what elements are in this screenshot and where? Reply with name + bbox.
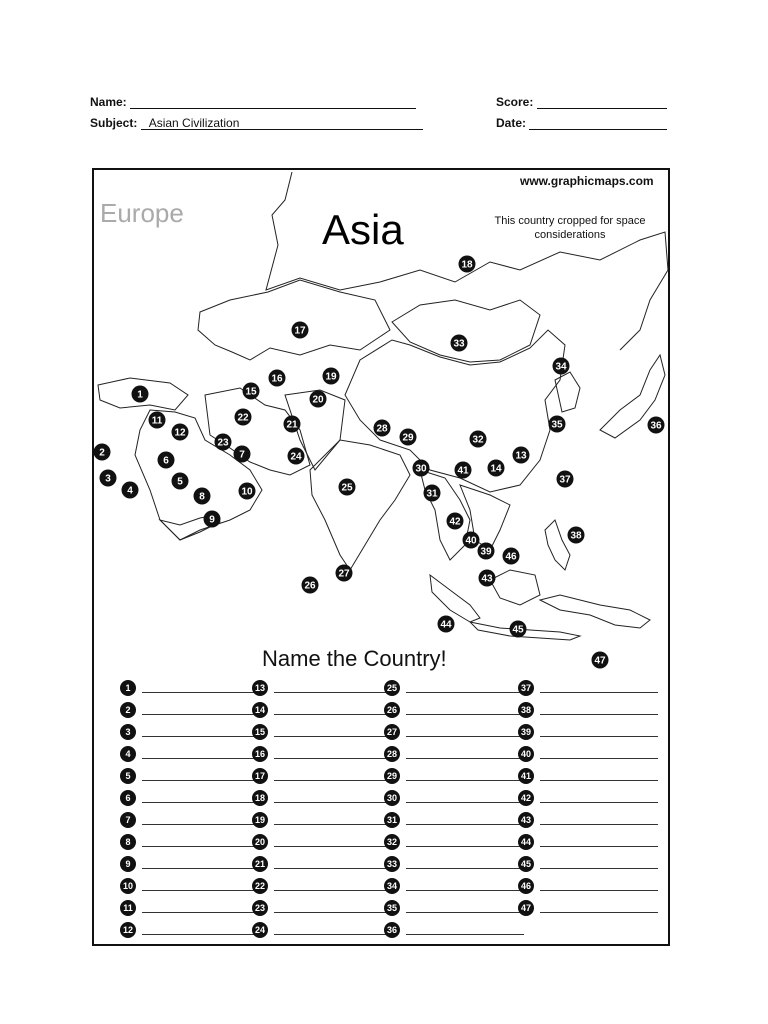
map-marker-number: 13 xyxy=(515,450,527,462)
answer-blank-line[interactable] xyxy=(540,692,658,693)
answer-blank-line[interactable] xyxy=(540,758,658,759)
answer-number-badge: 15 xyxy=(252,724,268,740)
answer-row-7 xyxy=(120,812,250,832)
map-marker-46 xyxy=(503,548,520,565)
answer-blank-line[interactable] xyxy=(274,758,392,759)
answer-blank-line[interactable] xyxy=(406,890,524,891)
answer-row-26 xyxy=(384,702,514,722)
answer-number-badge: 44 xyxy=(518,834,534,850)
answer-number-badge: 41 xyxy=(518,768,534,784)
answer-number-badge: 21 xyxy=(252,856,268,872)
answer-number-badge: 6 xyxy=(120,790,136,806)
answer-blank-line[interactable] xyxy=(142,912,260,913)
map-marker-20 xyxy=(310,391,327,408)
answer-blank-line[interactable] xyxy=(142,824,260,825)
answer-blank-line[interactable] xyxy=(274,824,392,825)
answer-number-badge: 14 xyxy=(252,702,268,718)
answer-row-43 xyxy=(518,812,648,832)
answer-row-17 xyxy=(252,768,382,788)
answer-row-6 xyxy=(120,790,250,810)
map-marker-number: 5 xyxy=(177,476,183,488)
map-marker-16 xyxy=(269,370,286,387)
map-marker-number: 39 xyxy=(480,546,492,558)
map-marker-number: 10 xyxy=(241,486,253,498)
map-marker-28 xyxy=(374,420,391,437)
map-marker-37 xyxy=(557,471,574,488)
answer-number-badge: 40 xyxy=(518,746,534,762)
answer-number-badge: 2 xyxy=(120,702,136,718)
answer-blank-line[interactable] xyxy=(406,912,524,913)
answer-blank-line[interactable] xyxy=(142,868,260,869)
answer-number-badge: 23 xyxy=(252,900,268,916)
map-marker-number: 17 xyxy=(294,325,306,337)
answer-row-39 xyxy=(518,724,648,744)
answer-number-badge: 16 xyxy=(252,746,268,762)
map-marker-number: 44 xyxy=(440,619,452,631)
map-marker-number: 16 xyxy=(271,373,283,385)
map-marker-number: 27 xyxy=(338,568,350,580)
map-marker-14 xyxy=(488,460,505,477)
answer-section-title: Name the Country! xyxy=(262,646,447,671)
answer-number-badge: 42 xyxy=(518,790,534,806)
answer-number-badge: 30 xyxy=(384,790,400,806)
answer-row-1 xyxy=(120,680,250,700)
answer-number-badge: 22 xyxy=(252,878,268,894)
answer-blank-line[interactable] xyxy=(540,780,658,781)
map-marker-2 xyxy=(94,444,111,461)
answer-row-44 xyxy=(518,834,648,854)
answer-number-badge: 11 xyxy=(120,900,136,916)
map-marker-11 xyxy=(149,412,166,429)
answer-row-14 xyxy=(252,702,382,722)
answer-number-badge: 38 xyxy=(518,702,534,718)
answer-row-32 xyxy=(384,834,514,854)
map-marker-number: 3 xyxy=(105,473,111,485)
answer-row-42 xyxy=(518,790,648,810)
answer-blank-line[interactable] xyxy=(142,758,260,759)
answer-blank-line[interactable] xyxy=(540,802,658,803)
map-marker-29 xyxy=(400,429,417,446)
answer-blank-line[interactable] xyxy=(406,780,524,781)
map-marker-25 xyxy=(339,479,356,496)
answer-blank-line[interactable] xyxy=(142,934,260,935)
map-marker-38 xyxy=(568,527,585,544)
map-marker-number: 37 xyxy=(559,474,571,486)
answer-row-47 xyxy=(518,900,648,920)
map-marker-19 xyxy=(323,368,340,385)
answer-blank-line[interactable] xyxy=(406,934,524,935)
map-marker-27 xyxy=(336,565,353,582)
map-marker-45 xyxy=(510,621,527,638)
answer-number-badge: 27 xyxy=(384,724,400,740)
map-marker-number: 36 xyxy=(650,420,662,432)
answer-row-30 xyxy=(384,790,514,810)
map-marker-number: 22 xyxy=(237,412,249,424)
map-marker-4 xyxy=(122,482,139,499)
map-marker-47 xyxy=(592,652,609,669)
map-marker-number: 8 xyxy=(199,491,205,503)
name-label: Name: xyxy=(90,95,127,109)
answer-number-badge: 47 xyxy=(518,900,534,916)
answer-row-36 xyxy=(384,922,514,942)
map-marker-number: 46 xyxy=(505,551,517,563)
answer-blank-line[interactable] xyxy=(274,846,392,847)
map-marker-6 xyxy=(158,452,175,469)
map-marker-8 xyxy=(194,488,211,505)
answer-blank-line[interactable] xyxy=(406,824,524,825)
answer-number-badge: 26 xyxy=(384,702,400,718)
answer-blank-line[interactable] xyxy=(274,780,392,781)
map-marker-12 xyxy=(172,424,189,441)
answer-row-41 xyxy=(518,768,648,788)
map-marker-number: 42 xyxy=(449,516,461,528)
answer-number-badge: 1 xyxy=(120,680,136,696)
map-marker-23 xyxy=(215,434,232,451)
answer-number-badge: 17 xyxy=(252,768,268,784)
answer-number-badge: 39 xyxy=(518,724,534,740)
answer-number-badge: 7 xyxy=(120,812,136,828)
map-marker-number: 21 xyxy=(286,419,298,431)
answer-row-19 xyxy=(252,812,382,832)
answer-blank-line[interactable] xyxy=(406,692,524,693)
answer-blank-line[interactable] xyxy=(142,846,260,847)
europe-label: Europe xyxy=(100,198,184,228)
answer-number-badge: 33 xyxy=(384,856,400,872)
map-marker-30 xyxy=(413,460,430,477)
map-markers xyxy=(94,256,665,669)
answer-row-38 xyxy=(518,702,648,722)
map-marker-35 xyxy=(549,416,566,433)
map-marker-number: 15 xyxy=(245,386,257,398)
map-marker-number: 11 xyxy=(151,415,163,427)
crop-note: This country cropped for space considerations xyxy=(494,215,646,241)
map-marker-13 xyxy=(513,447,530,464)
map-marker-number: 33 xyxy=(453,338,465,350)
map-marker-number: 31 xyxy=(426,488,438,500)
answer-row-31 xyxy=(384,812,514,832)
answer-blank-line[interactable] xyxy=(142,802,260,803)
answer-number-badge: 29 xyxy=(384,768,400,784)
answer-blank-line[interactable] xyxy=(274,934,392,935)
map-marker-number: 4 xyxy=(127,485,133,497)
map-marker-number: 41 xyxy=(457,465,469,477)
answer-blank-line[interactable] xyxy=(274,692,392,693)
answer-blank-line[interactable] xyxy=(406,868,524,869)
map-marker-number: 45 xyxy=(512,624,524,636)
map-marker-number: 6 xyxy=(163,455,169,467)
answer-number-badge: 32 xyxy=(384,834,400,850)
map-marker-number: 29 xyxy=(402,432,414,444)
answer-row-27 xyxy=(384,724,514,744)
answer-number-badge: 19 xyxy=(252,812,268,828)
map-marker-number: 26 xyxy=(304,580,316,592)
map-marker-5 xyxy=(172,473,189,490)
map-marker-31 xyxy=(424,485,441,502)
answer-blank-line[interactable] xyxy=(274,890,392,891)
answer-row-34 xyxy=(384,878,514,898)
answer-blank-line[interactable] xyxy=(540,736,658,737)
map-marker-number: 18 xyxy=(461,259,473,271)
answer-blank-line[interactable] xyxy=(274,736,392,737)
answer-row-11 xyxy=(120,900,250,920)
map-marker-44 xyxy=(438,616,455,633)
answer-row-45 xyxy=(518,856,648,876)
answer-number-badge: 12 xyxy=(120,922,136,938)
answer-row-37 xyxy=(518,680,648,700)
map-marker-number: 47 xyxy=(594,655,606,667)
answer-number-badge: 46 xyxy=(518,878,534,894)
answer-blank-line[interactable] xyxy=(540,890,658,891)
map-marker-36 xyxy=(648,417,665,434)
answer-number-badge: 31 xyxy=(384,812,400,828)
map-marker-number: 14 xyxy=(490,463,502,475)
map-marker-number: 24 xyxy=(290,451,302,463)
answer-row-16 xyxy=(252,746,382,766)
answer-number-badge: 9 xyxy=(120,856,136,872)
subject-label: Subject: xyxy=(90,116,138,130)
map-marker-number: 34 xyxy=(555,361,567,373)
answer-blank-line[interactable] xyxy=(274,868,392,869)
answer-blank-line[interactable] xyxy=(540,868,658,869)
answer-number-badge: 34 xyxy=(384,878,400,894)
answer-blank-line[interactable] xyxy=(540,824,658,825)
map-marker-number: 2 xyxy=(99,447,105,459)
answer-blank-line[interactable] xyxy=(540,846,658,847)
map-marker-39 xyxy=(478,543,495,560)
answer-number-badge: 28 xyxy=(384,746,400,762)
map-marker-32 xyxy=(470,431,487,448)
answer-row-15 xyxy=(252,724,382,744)
answer-number-badge: 35 xyxy=(384,900,400,916)
answer-blank-line[interactable] xyxy=(406,736,524,737)
answer-blank-line[interactable] xyxy=(142,692,260,693)
map-marker-number: 43 xyxy=(481,573,493,585)
map-marker-34 xyxy=(553,358,570,375)
map-marker-7 xyxy=(234,446,251,463)
answer-blank-line[interactable] xyxy=(142,780,260,781)
map-marker-10 xyxy=(239,483,256,500)
answer-row-2 xyxy=(120,702,250,722)
answer-row-18 xyxy=(252,790,382,810)
map-marker-number: 7 xyxy=(239,449,245,461)
answer-blank-line[interactable] xyxy=(274,912,392,913)
website-label: www.graphicmaps.com xyxy=(520,174,654,188)
answer-row-9 xyxy=(120,856,250,876)
subject-value: Asian Civilization xyxy=(148,116,240,130)
answer-blank-line[interactable] xyxy=(142,714,260,715)
map-marker-number: 28 xyxy=(376,423,388,435)
answer-row-13 xyxy=(252,680,382,700)
map-marker-21 xyxy=(284,416,301,433)
answer-row-5 xyxy=(120,768,250,788)
date-label: Date: xyxy=(496,116,527,130)
map-marker-17 xyxy=(292,322,309,339)
answer-blank-line[interactable] xyxy=(274,802,392,803)
answer-number-badge: 3 xyxy=(120,724,136,740)
answer-number-badge: 18 xyxy=(252,790,268,806)
map-marker-26 xyxy=(302,577,319,594)
answer-row-28 xyxy=(384,746,514,766)
answer-row-8 xyxy=(120,834,250,854)
map-marker-33 xyxy=(451,335,468,352)
map-marker-1 xyxy=(132,386,149,403)
answer-row-12 xyxy=(120,922,250,942)
map-marker-24 xyxy=(288,448,305,465)
map-marker-22 xyxy=(235,409,252,426)
map-marker-number: 23 xyxy=(217,437,229,449)
answer-blank-line[interactable] xyxy=(406,758,524,759)
map-marker-number: 9 xyxy=(209,514,215,526)
answer-number-badge: 24 xyxy=(252,922,268,938)
answer-number-badge: 10 xyxy=(120,878,136,894)
answer-number-badge: 4 xyxy=(120,746,136,762)
answer-row-21 xyxy=(252,856,382,876)
answer-row-35 xyxy=(384,900,514,920)
answer-row-25 xyxy=(384,680,514,700)
map-marker-40 xyxy=(463,532,480,549)
answer-blank-line[interactable] xyxy=(142,736,260,737)
answer-row-3 xyxy=(120,724,250,744)
answer-number-badge: 8 xyxy=(120,834,136,850)
map-marker-3 xyxy=(100,470,117,487)
answer-blank-line[interactable] xyxy=(540,912,658,913)
map-title: Asia xyxy=(322,206,404,253)
answer-row-4 xyxy=(120,746,250,766)
map-marker-number: 32 xyxy=(472,434,484,446)
map-marker-number: 30 xyxy=(415,463,427,475)
map-marker-number: 25 xyxy=(341,482,353,494)
map-marker-9 xyxy=(204,511,221,528)
map-marker-number: 35 xyxy=(551,419,563,431)
answer-row-33 xyxy=(384,856,514,876)
answer-blank-line[interactable] xyxy=(274,714,392,715)
answer-blank-line[interactable] xyxy=(406,802,524,803)
map-marker-15 xyxy=(243,383,260,400)
answer-number-badge: 37 xyxy=(518,680,534,696)
map-marker-18 xyxy=(459,256,476,273)
map-marker-43 xyxy=(479,570,496,587)
map-marker-number: 20 xyxy=(312,394,324,406)
answer-blank-line[interactable] xyxy=(540,714,658,715)
answer-number-badge: 25 xyxy=(384,680,400,696)
answer-number-badge: 13 xyxy=(252,680,268,696)
answer-row-20 xyxy=(252,834,382,854)
answer-row-23 xyxy=(252,900,382,920)
map-marker-number: 40 xyxy=(465,535,477,547)
answer-number-badge: 36 xyxy=(384,922,400,938)
answer-row-46 xyxy=(518,878,648,898)
map-marker-41 xyxy=(455,462,472,479)
answer-row-40 xyxy=(518,746,648,766)
answer-row-24 xyxy=(252,922,382,942)
answer-number-badge: 43 xyxy=(518,812,534,828)
answer-row-10 xyxy=(120,878,250,898)
map-marker-42 xyxy=(447,513,464,530)
map-marker-number: 38 xyxy=(570,530,582,542)
map-marker-number: 1 xyxy=(137,389,143,401)
map-marker-number: 12 xyxy=(174,427,186,439)
answer-blank-line[interactable] xyxy=(406,714,524,715)
map-marker-number: 19 xyxy=(325,371,337,383)
answer-blank-line[interactable] xyxy=(142,890,260,891)
answer-row-29 xyxy=(384,768,514,788)
answer-row-22 xyxy=(252,878,382,898)
answer-number-badge: 5 xyxy=(120,768,136,784)
answer-blank-line[interactable] xyxy=(406,846,524,847)
score-label: Score: xyxy=(496,95,534,109)
answer-number-badge: 45 xyxy=(518,856,534,872)
answer-number-badge: 20 xyxy=(252,834,268,850)
